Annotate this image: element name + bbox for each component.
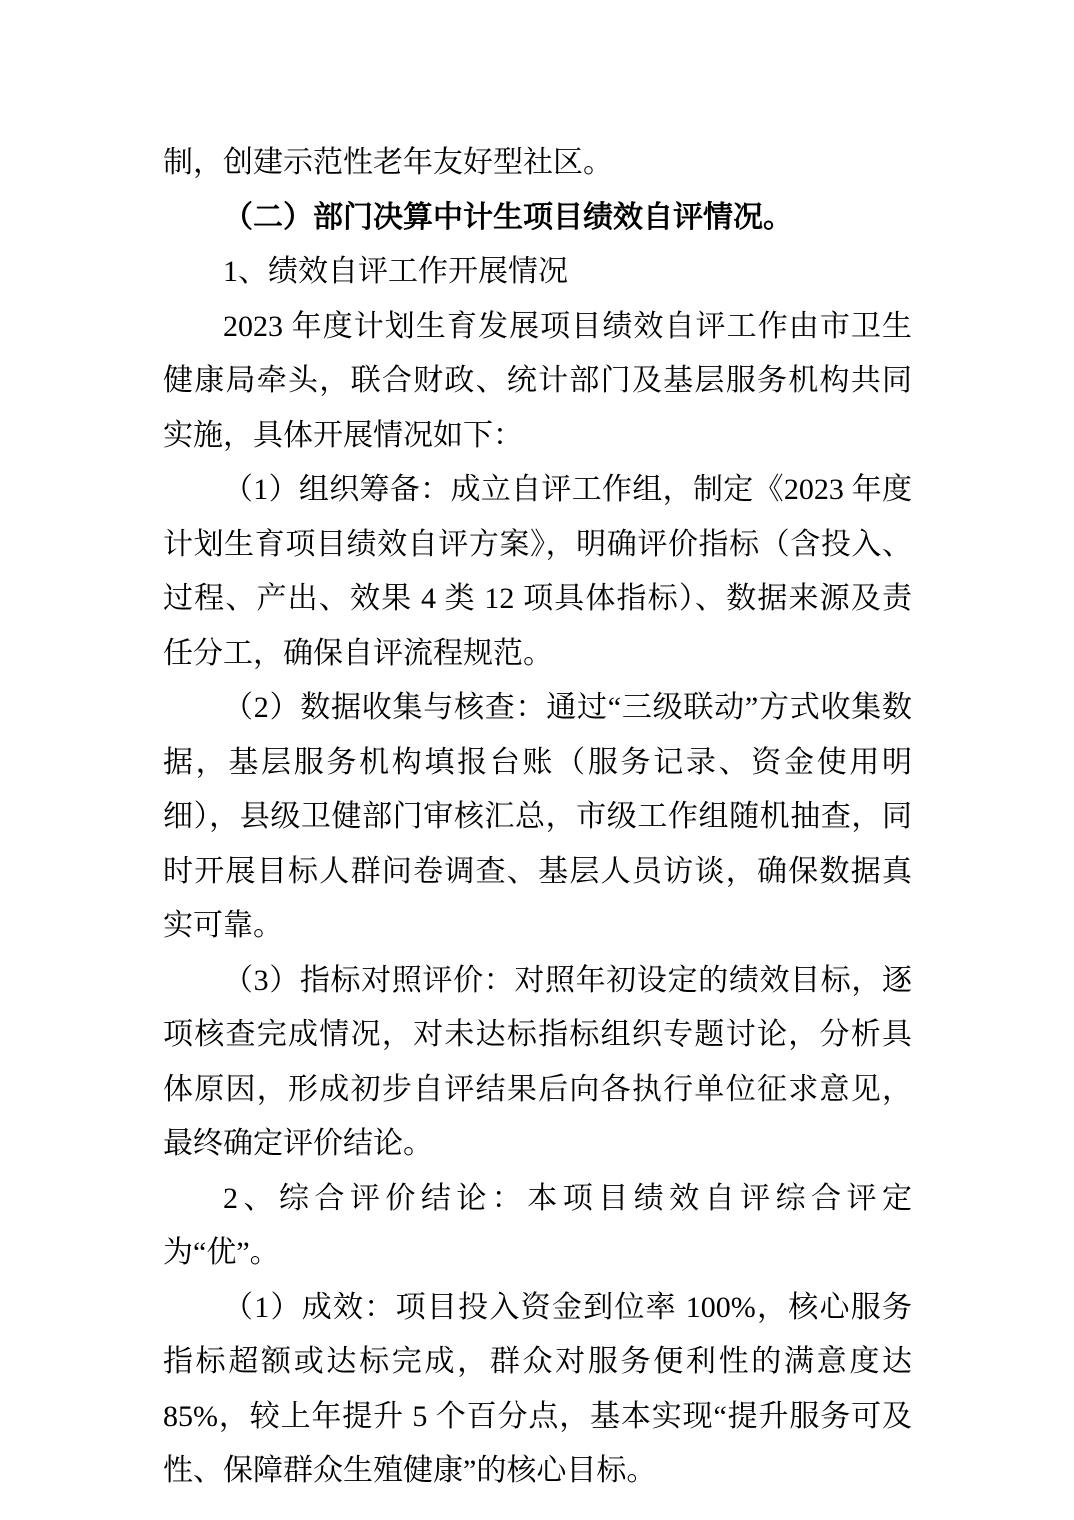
subsection-1-title: 1、绩效自评工作开展情况 bbox=[223, 255, 568, 288]
item-1-organization-paragraph: （1）组织筹备：成立自评工作组，制定《2023 年度计划生育项目绩效自评方案》，明确评价指标（含投入、过程、产出、效果 4 类 12 项具体指标）、数据来源及责任分工，确保自评流程规范。 bbox=[163, 473, 912, 670]
item-1-results-paragraph: （1）成效：项目投入资金到位率 100%，核心服务指标超额或达标完成，群众对服务便利性的满意度达 85%，较上年提升 5 个百分点，基本实现“提升服务可及性、保障群众生殖健康”的核心目标。 bbox=[163, 1290, 912, 1487]
item-2-data-collection-paragraph: （2）数据收集与核查：通过“三级联动”方式收集数据，基层服务机构填报台账（服务记录、资金使用明细），县级卫健部门审核汇总，市级工作组随机抽查，同时开展目标人群问卷调查、基层人员访谈，确保数据真实可靠。 bbox=[163, 691, 912, 942]
subsection-2-conclusion-paragraph: 2、综合评价结论：本项目绩效自评综合评定为“优”。 bbox=[163, 1181, 912, 1269]
section-heading: （二）部门决算中计生项目绩效自评情况。 bbox=[223, 200, 793, 234]
intro-paragraph: 2023 年度计划生育发展项目绩效自评工作由市卫生健康局牵头，联合财政、统计部门及基层服务机构共同实施，具体开展情况如下： bbox=[163, 309, 912, 452]
item-3-indicator-review-paragraph: （3）指标对照评价：对照年初设定的绩效目标，逐项核查完成情况，对未达标指标组织专题讨论，分析具体原因，形成初步自评结果后向各执行单位征求意见，最终确定评价结论。 bbox=[163, 963, 912, 1160]
paragraph-continuation: 制，创建示范性老年友好型社区。 bbox=[163, 146, 613, 179]
